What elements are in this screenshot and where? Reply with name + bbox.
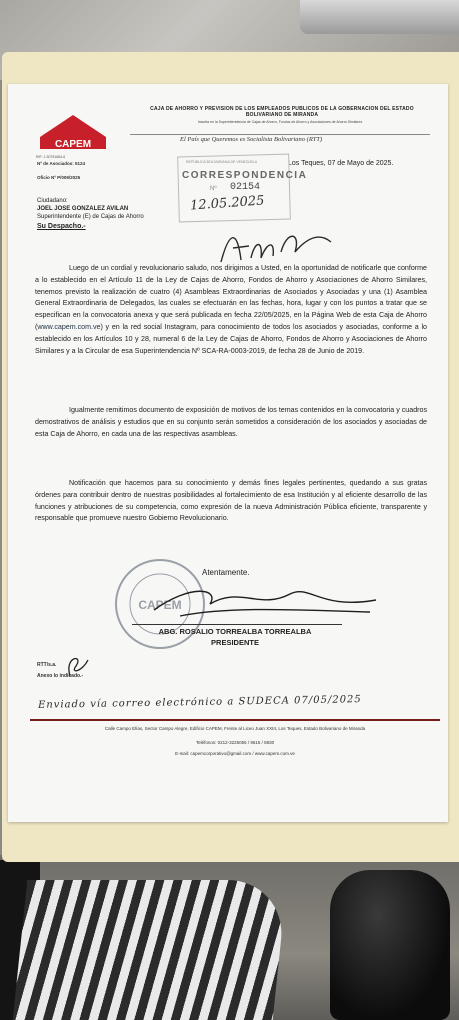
- recipient-name: JOEL JOSE GONZALEZ AVILAN: [37, 206, 129, 212]
- handwritten-note: Enviado vía correo electrónico a SUDECA 07/05/2025: [37, 694, 362, 711]
- initials: RTT/s.a.: [37, 662, 57, 668]
- stamp-word: CORRESPONDENCIA: [182, 170, 308, 181]
- logo-text: CAPEM: [54, 139, 92, 150]
- footer-email: E-mail: capemcorporativo@gmail.com / www.capem.com.ve: [175, 751, 295, 756]
- body-paragraph-1: [35, 263, 427, 357]
- shoe: [330, 870, 450, 1020]
- oficio-number: Oficio Nº P/009/2025: [37, 175, 81, 180]
- footer-address: Calle Campo Elías, Sector Campo Alegre, Edificio CAPEM, Frente al Liceo Juan XXIII, Los Teques, Estado Bolivariano de Miranda: [104, 726, 366, 731]
- striped-clothing: [13, 880, 288, 1020]
- stamp-number-label: Nº: [210, 186, 217, 192]
- asociados-count: Nº de Asociados: 5124: [37, 161, 85, 166]
- signature-line: [132, 624, 342, 625]
- organization-detail: Inscrita en la Superintendencia de Cajas de Ahorro, Fondos de Ahorro y Asociaciones de Ahorro Similares: [197, 120, 363, 124]
- stamp-top-text: REPÚBLICA BOLIVARIANA DE VENEZUELA: [186, 160, 258, 164]
- paragraph-1-text-continued: ) y en la red social Instagram, para conocimiento de todos los asociados y asociadas, conforme a lo establecido en los Artículos 10 y 28, numeral 6 de la Ley de Cajas de Ahorro, Fondos de Ahorro y Asociaciones de Ahorro Similares y a la Circular de esa Superintendencia Nº SCA-RA-0003-2019, de fecha 28 de Junio de 2019.: [35, 322, 427, 355]
- signer-title: PRESIDENTE: [211, 638, 259, 647]
- recipient-role: Superintendente (E) de Cajas de Ahorro: [37, 214, 144, 220]
- slogan: El País que Queremos es Socialista Bolivariano (RTT): [180, 136, 323, 143]
- organization-name: CAJA DE AHORRO Y PREVISION DE LOS EMPLEADOS PUBLICOS DE LA GOBERNACION DEL ESTADO BOLIVARIANO DE MIRANDA: [150, 106, 414, 118]
- signer-name: ABG. ROSALIO TORREALBA TORREALBA: [158, 627, 312, 636]
- salutation: Ciudadano:: [37, 198, 68, 204]
- stamp-handwritten-date: 12.05.2025: [189, 193, 265, 214]
- seal-text: CAPEM: [138, 598, 182, 612]
- president-signature: [150, 580, 380, 624]
- receiver-signature: [215, 222, 335, 266]
- website-link[interactable]: www.capem.com.ve: [37, 322, 101, 331]
- footer-phones: Teléfonos: 0212-3225055 / 9615 / 8830: [195, 740, 275, 745]
- header-divider: [130, 134, 430, 135]
- capem-logo: [36, 113, 110, 153]
- paragraph-1-text: Luego de un cordial y revolucionario saludo, nos dirigimos a Usted, en la oportunidad de notificarle que conforme a lo establecido en el Artículo 11 de la Ley de Cajas de Ahorro, Fondos de Ahorro y Asociaciones de Ahorro Similares, tenemos previsto la realización de cuatro (4) Asambleas Extraordinarias de Asociados y Asociadas y una (1) Asamblea General Extraordinaria de Delegados, las cuales se efectuarán en las fechas, hora, lugar y con los puntos a tratar que se especifican en la convocatoria anexa y que será publicada en fecha 22/05/2025, en la Página Web de esta Caja de Ahorro (: [35, 264, 427, 331]
- stamp-number: 02154: [230, 182, 261, 193]
- logo-rif: RIF: J-30751684-6: [36, 155, 66, 159]
- annex-note: Anexo lo indicado.-: [37, 673, 84, 679]
- closing-atentamente: Atentamente.: [202, 568, 250, 577]
- footer-divider: [30, 719, 440, 721]
- body-paragraph-2: Igualmente remitimos documento de exposición de motivos de los temas contenidos en la convocatoria y cuadros demostrativos de análisis y estudios que en su conjunto serán sometidos a consideración de los asociados y asociadas de esta Caja de Ahorro, en cada una de las respectivas asambleas.: [35, 406, 427, 438]
- background-device: [300, 0, 459, 34]
- place-date: Los Teques, 07 de Mayo de 2025.: [288, 160, 394, 167]
- body-paragraph-3: Notificación que hacemos para su conocimiento y demás fines legales pertinentes, quedando a sus gratas órdenes para contribuir dentro de nuestras posibilidades al fortalecimiento de esa Institución y al eficiente desarrollo de las funciones y atribuciones de su competencia, como expresión de la nueva Administración Pública eficiente, transparente y responsable que promueve nuestro Gobierno Revolucionario.: [35, 479, 427, 523]
- su-despacho: Su Despacho.-: [37, 223, 86, 230]
